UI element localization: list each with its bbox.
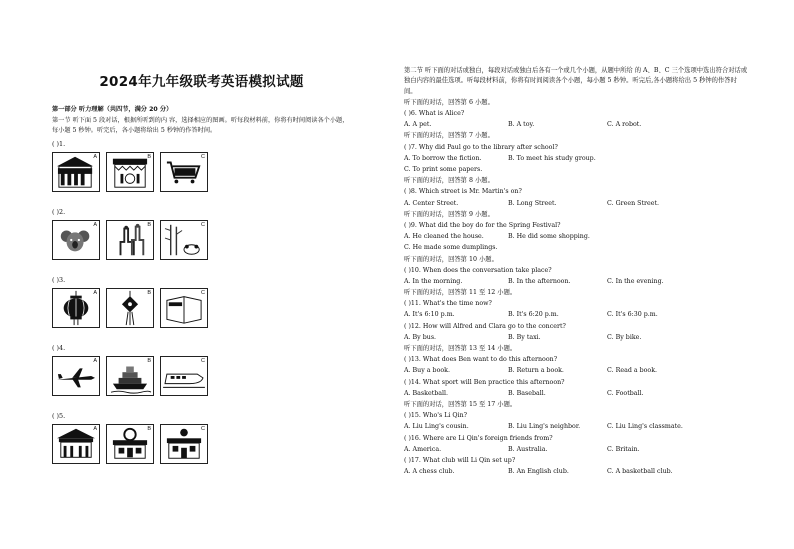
question-line: ( )6. What is Alice? — [404, 110, 465, 118]
question-label: ( )1. — [52, 140, 66, 148]
question-label: ( )5. — [52, 412, 66, 420]
option-picture-a — [52, 152, 100, 192]
exam-title: 2024年九年级联考英语模拟试题 — [99, 74, 304, 90]
option-letter: B — [147, 290, 151, 296]
answer-option: C. Liu Ling's classmate. — [607, 423, 683, 431]
option-letter: A — [93, 154, 97, 160]
answer-option: C. Britain. — [607, 445, 640, 453]
question-line: 听下面的对话，回答第 6 小题。 — [404, 98, 494, 106]
option-letter: C — [201, 222, 205, 228]
answer-option: B. It's 6:20 p.m. — [508, 311, 559, 319]
answer-options — [404, 421, 749, 432]
music-club-icon — [53, 425, 99, 463]
option-letter: A — [93, 290, 97, 296]
answer-options — [404, 119, 749, 130]
answer-option: A. To borrow the fiction. — [404, 154, 482, 162]
question-line: ( )9. What did the boy do for the Spring Festival? — [404, 221, 561, 229]
option-letter: A — [93, 358, 97, 364]
option-picture-a — [52, 424, 100, 464]
question-label: ( )3. — [52, 276, 66, 284]
option-letter: C — [201, 290, 205, 296]
option-letter: C — [201, 154, 205, 160]
ship-icon — [107, 357, 153, 395]
option-picture-b — [106, 424, 154, 464]
question-label: ( )2. — [52, 208, 66, 216]
answer-option: A. In the morning. — [404, 277, 463, 285]
answer-option: C. Football. — [607, 389, 644, 397]
question-line: ( )7. Why did Paul go to the library after school? — [404, 143, 558, 151]
option-picture-b — [106, 220, 154, 260]
question-line: 听下面的对话，回答第 8 小题。 — [404, 177, 494, 185]
answer-option: B. By taxi. — [508, 333, 541, 341]
option-picture-c — [160, 424, 208, 464]
part2-question-list — [404, 97, 749, 477]
answer-option: B. Liu Ling's neighbor. — [508, 423, 581, 431]
option-picture-b — [106, 152, 154, 192]
chinese-knot-icon — [107, 289, 153, 327]
option-letter: B — [147, 222, 151, 228]
answer-options — [404, 276, 749, 287]
question-line: ( )11. What's the time now? — [404, 300, 492, 308]
answer-option: C. A robot. — [607, 121, 642, 129]
answer-options — [404, 444, 749, 455]
answer-option: C. It's 6:30 p.m. — [607, 311, 658, 319]
answer-option: C. In the evening. — [607, 277, 664, 285]
answer-option: A. A chess club. — [404, 468, 455, 476]
answer-option: A. Buy a book. — [404, 367, 450, 375]
part2-section — [404, 66, 749, 477]
question-line: ( )17. What club will Li Qin set up? — [404, 456, 516, 464]
question-line: ( )12. How will Alfred and Clara go to the concert? — [404, 322, 566, 330]
option-picture-c — [160, 220, 208, 260]
answer-options — [404, 466, 749, 477]
answer-option: C. By bike. — [607, 333, 642, 341]
answer-options — [404, 231, 749, 242]
giraffe-icon — [107, 221, 153, 259]
question-line: 听下面的对话，回答第 15 至 17 小题。 — [404, 400, 517, 408]
answer-option: A. Center Street. — [404, 199, 459, 207]
option-letter: B — [147, 426, 151, 432]
question-line: ( )14. What sport will Ben practice this afternoon? — [404, 378, 565, 386]
answer-option: A. America. — [404, 445, 442, 453]
answer-options — [404, 153, 749, 164]
question-line: ( )13. What does Ben want to do this afternoon? — [404, 356, 558, 364]
question-line: C. He made some dumplings. — [404, 244, 498, 252]
option-letter: B — [147, 154, 151, 160]
option-letter: A — [93, 426, 97, 432]
answer-option: A. It's 6:10 p.m. — [404, 311, 455, 319]
lantern-icon — [53, 289, 99, 327]
option-picture-a — [52, 220, 100, 260]
question-line: 听下面的对话，回答第 13 至 14 小题。 — [404, 345, 517, 353]
answer-option: B. To meet his study group. — [508, 154, 596, 162]
airplane-icon — [53, 357, 99, 395]
answer-option: B. A toy. — [508, 121, 535, 129]
option-letter: B — [147, 358, 151, 364]
answer-option: B. Return a book. — [508, 367, 564, 375]
answer-option: A. A pet. — [404, 121, 432, 129]
option-letter: C — [201, 426, 205, 432]
answer-option: A. Basketball. — [404, 389, 449, 397]
answer-option: B. He did some shopping. — [508, 233, 590, 241]
answer-options — [404, 309, 749, 320]
question-line: ( )10. When does the conversation take place? — [404, 266, 552, 274]
question-line: 听下面的对话，回答第 7 小题。 — [404, 132, 494, 140]
question-line: 听下面的对话，回答第 9 小题。 — [404, 210, 494, 218]
option-picture-c — [160, 288, 208, 328]
answer-options — [404, 198, 749, 209]
option-picture-a — [52, 356, 100, 396]
answer-option: B. An English club. — [508, 468, 569, 476]
restaurant-icon — [107, 153, 153, 191]
answer-option: B. Long Street. — [508, 199, 557, 207]
option-picture-c — [160, 152, 208, 192]
option-picture-a — [52, 288, 100, 328]
part2-intro: 第二节 听下面的对话或独白，每段对话或独白后各有一个或几个小题，从题中所给 的 A、B、C 三个选项中选出符合对话或独白内容的最佳选项。听每段材料前，你将有时间阅读各个小题，每小题 5 秒钟。听完后,各小题将给出 5 秒钟的作答时间。 — [404, 67, 748, 95]
answer-option: A. He cleaned the house. — [404, 233, 484, 241]
part1-intro: 第一节 听下面 5 段对话，根据所听到的内 容，选择相应的图画。听每段材料前，你将有时间阅读各个小题，每小题 5 秒钟。听完后，各小题将给出 5 秒钟的作答时间。 — [52, 117, 349, 134]
answer-option: B. Baseball. — [508, 389, 546, 397]
library-icon — [53, 153, 99, 191]
answer-options — [404, 365, 749, 376]
koala-icon — [53, 221, 99, 259]
option-letter: C — [201, 358, 205, 364]
question-line: ( )8. Which street is Mr. Martin's on? — [404, 188, 522, 196]
option-picture-c — [160, 356, 208, 396]
answer-option: B. Australia. — [508, 445, 548, 453]
question-label: ( )4. — [52, 344, 66, 352]
option-picture-b — [106, 356, 154, 396]
answer-option: C. Read a book. — [607, 367, 658, 375]
question-line: ( )15. Who's Li Qin? — [404, 412, 468, 420]
answer-option: B. In the afternoon. — [508, 277, 571, 285]
swimming-club-icon — [107, 425, 153, 463]
question-line: C. To print some papers. — [404, 166, 483, 174]
answer-option: C. A basketball club. — [607, 468, 673, 476]
question-line: ( )16. Where are Li Qin's foreign friends from? — [404, 434, 553, 442]
option-letter: A — [93, 222, 97, 228]
answer-option: C. Green Street. — [607, 199, 659, 207]
question-line: 听下面的对话，回答第 10 小题。 — [404, 255, 498, 263]
answer-option: A. By bus. — [404, 333, 437, 341]
answer-options — [404, 388, 749, 399]
part1-heading: 第一部分 听力理解（共四节，满分 20 分） — [52, 106, 173, 113]
answer-option: A. Liu Ling's cousin. — [404, 423, 469, 431]
option-picture-b — [106, 288, 154, 328]
answer-options — [404, 332, 749, 343]
question-line: 听下面的对话，回答第 11 至 12 小题。 — [404, 289, 517, 297]
